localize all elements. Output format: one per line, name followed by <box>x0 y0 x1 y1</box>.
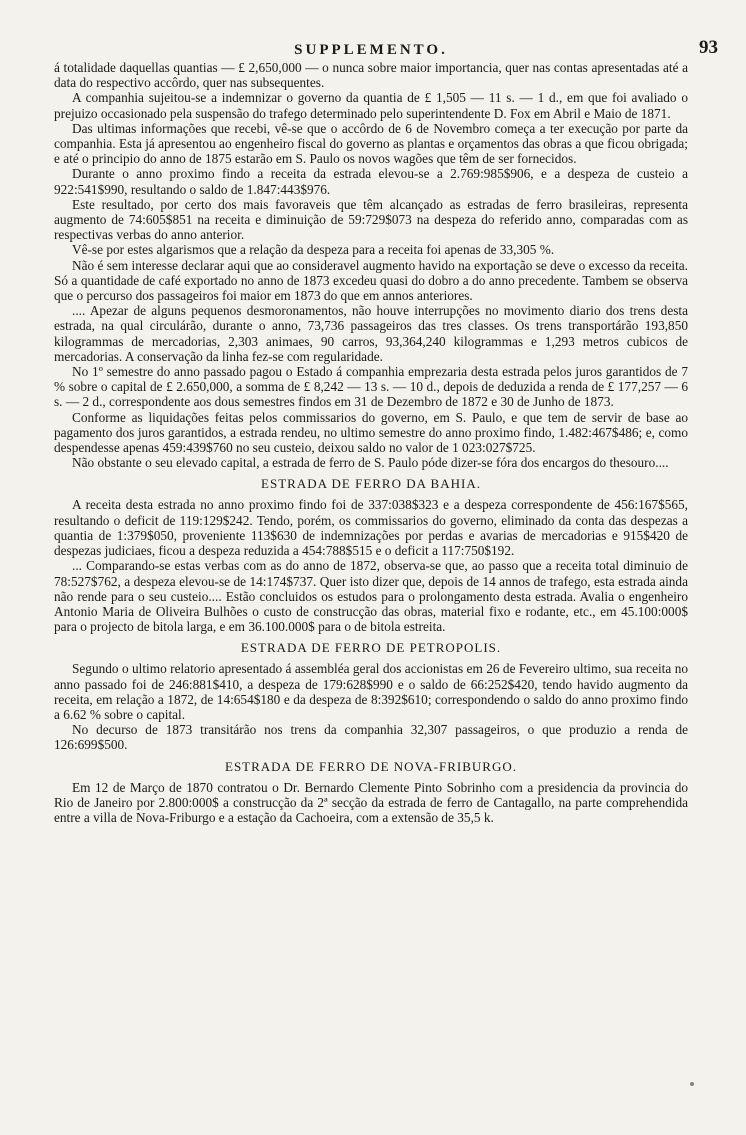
running-title: SUPPLEMENTO. <box>294 42 448 58</box>
section-heading-bahia: ESTRADA DE FERRO DA BAHIA. <box>261 476 481 492</box>
paragraph: Não obstante o seu elevado capital, a estrada de ferro de S. Paulo póde dizer-se fóra dos encargos do thesouro.... <box>72 455 669 471</box>
paragraph: Durante o anno proximo findo a receita da estrada elevou-se a 2.769:985$906, e a despeza de custeio a 922:541$990, resultando o saldo de 1.847:443$976. <box>54 166 688 197</box>
paragraph: .... Apezar de alguns pequenos desmoronamentos, não houve interrupções no movimento diario dos trens desta estrada, na qual circulárão, durante o anno, 73,736 passageiros das tres classes. Os trens transportárão 193,850 kilogrammas de mercadorias, 2,303 animaes, 90 carros, 93,364,240 kilogrammas e 1,293 metros cubicos de mercadorias. A conservação da linha fez-se com regularidade. <box>54 303 688 364</box>
paragraph: Vê-se por estes algarismos que a relação da despeza para a receita foi apenas de 33,305 %. <box>72 242 555 258</box>
body-text <box>54 60 688 825</box>
ink-speck <box>690 1082 694 1086</box>
paragraph: A companhia sujeitou-se a indemnizar o governo da quantia de £ 1,505 — 11 s. — 1 d., em que foi avaliado o prejuizo occasionado pela suspensão do trafego determinado pelo superintendente D. Fox em Abril e Maio de 1871. <box>54 90 688 121</box>
paragraph: Conforme as liquidações feitas pelos commissarios do governo, em S. Paulo, e que tem de servir de base ao pagamento dos juros garantidos, a estrada rendeu, no ultimo semestre do anno proximo findo, 1.482:467$486; e, como despendesse apenas 459:439$760 no seu custeio, deixou saldo no valor de 1 023:027$725. <box>54 409 688 456</box>
page-header <box>54 37 718 60</box>
paragraph: A receita desta estrada no anno proximo findo foi de 337:038$323 e a despeza correspondente de 456:167$565, resultando o deficit de 119:129$242. Tendo, porém, os commissarios do governo, eliminado da conta das despezas a quantia de 1:379$050, proveniente 113$630 de indemnizações por perdas e avarias de mercadorias e 915$420 de despezas judiciaes, ficou a despeza reduzida a 454:788$515 e o deficit a 117:750$192. <box>54 497 688 559</box>
paragraph: Não é sem interesse declarar aqui que ao consideravel augmento havido na exportação se deve o excesso da receita. Só a quantidade de café exportado no anno de 1873 excedeu quasi do dobro a do anno precedente. Tambem se observa que o percurso dos passageiros foi maior em 1873 do que em annos anteriores. <box>54 257 688 304</box>
paragraph: ... Comparando-se estas verbas com as do anno de 1872, observa-se que, ao passo que a receita total diminuio de 78:527$762, a despeza elevou-se de 14:174$737. Quer isto dizer que, depois de 14 annos de trafego, esta estrada ainda não rende para o seu custeio.... Estão concluidos os estudos para o prolongamento desta estrada. Avalia o engenheiro Antonio Maria de Oliveira Bulhões o custo de construcção das obras, material fixo e rodante, etc., em 45.100:000$ para o projecto de bitola larga, e em 36.100.000$ para o de bitola estreita. <box>54 558 688 635</box>
section-heading-nova-friburgo: ESTRADA DE FERRO DE NOVA-FRIBURGO. <box>225 758 517 774</box>
page-number: 93 <box>699 37 718 58</box>
paragraph: Este resultado, por certo dos mais favoraveis que têm alcançado as estradas de ferro brasileiras, representa augmento de 74:605$851 na receita e diminuição de 59:729$073 na despeza do referido anno, comparadas com as respectivas verbas do anno anterior. <box>54 196 688 243</box>
paragraph-continued: á totalidade daquellas quantias — £ 2,650,000 — o nunca sobre maior importancia, quer nas contas apresentadas até a data do respectivo accôrdo, quer nas subsequentes. <box>54 60 688 91</box>
paragraph: Em 12 de Março de 1870 contratou o Dr. Bernardo Clemente Pinto Sobrinho com a presidencia da provincia do Rio de Janeiro por 2.800:000$ a construcção da 2ª secção da estrada de ferro de Cantagallo, na parte comprehendida entre a villa de Nova-Friburgo e a estação da Cachoeira, com a extensão de 35,5 k. <box>54 779 688 825</box>
section-heading-petropolis: ESTRADA DE FERRO DE PETROPOLIS. <box>240 640 502 656</box>
paragraph: Das ultimas informações que recebi, vê-se que o accôrdo de 6 de Novembro começa a ter execução por parte da companhia. Esta já apresentou ao engenheiro fiscal do governo as plantas e orçamentos das obras a que ficou obrigada; e até o principio do anno de 1875 estarão em S. Paulo os novos wagões que têm de ser fornecidos. <box>54 120 688 167</box>
paragraph: No 1º semestre do anno passado pagou o Estado á companhia emprezaria desta estrada pelos juros garantidos de 7 % sobre o capital de £ 2.650,000, a somma de £ 8,242 — 13 s. — 10 d., depois de deduzida a renda de £ 177,257 — 6 s. — 2 d., correspondente aos dous semestres findos em 31 de Dezembro de 1872 e 30 de Junho de 1873. <box>54 364 688 410</box>
paragraph: Segundo o ultimo relatorio apresentado á assembléa geral dos accionistas em 26 de Fevereiro ultimo, sua receita no anno passado foi de 246:881$410, a despeza de 179:628$990 e o saldo de 66:252$420, tendo havido augmento da receita, em relação a 1872, de 14:654$180 e da despeza de 8:392$610; correspondendo o saldo do anno proximo findo a 6.62 % sobre o capital. <box>54 661 688 722</box>
paragraph: No decurso de 1873 transitárão nos trens da companhia 32,307 passageiros, o que produzio a renda de 126:699$500. <box>54 722 688 753</box>
